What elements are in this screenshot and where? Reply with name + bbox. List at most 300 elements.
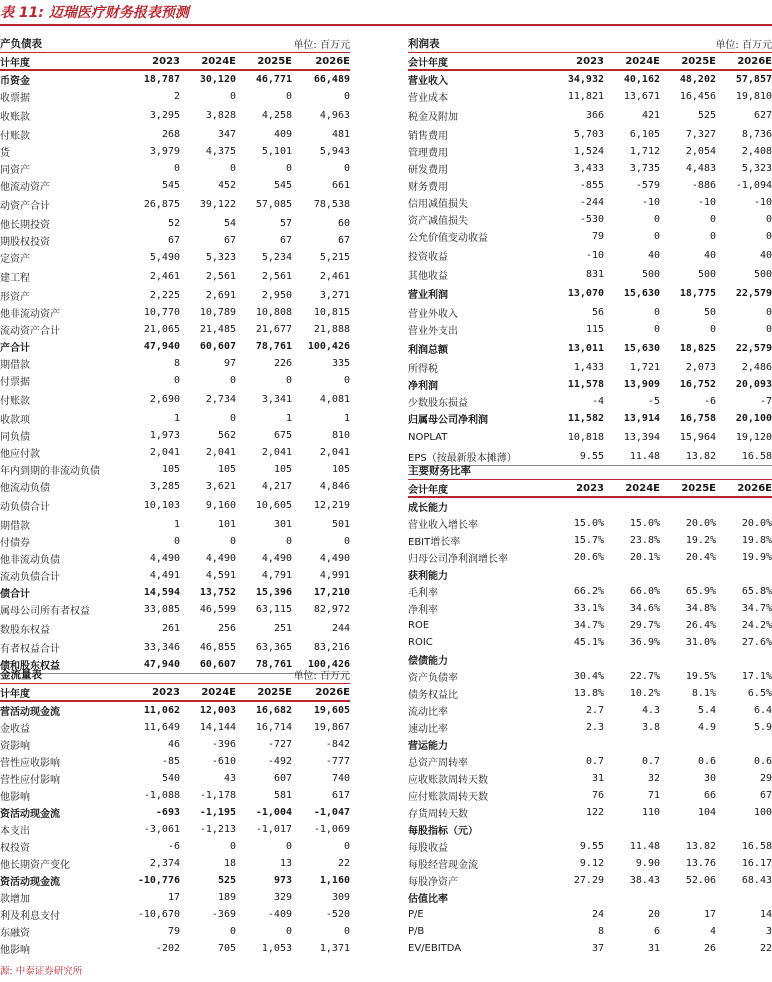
cell-value: 20.1% <box>629 552 660 563</box>
table-row <box>408 532 772 549</box>
cell-value: 18,775 <box>679 288 716 299</box>
cell-value: 0 <box>285 926 292 937</box>
cell-value: 0 <box>343 375 350 386</box>
cell-value: 20.6% <box>573 552 604 563</box>
table-row <box>408 245 772 266</box>
row-label: EBIT增长率 <box>408 537 461 548</box>
cell-value: 37 <box>591 943 604 954</box>
cell-value: 16,714 <box>255 722 292 733</box>
cell-value: 26,875 <box>143 199 180 210</box>
cell-value: 65.8% <box>741 586 772 597</box>
cell-value: -492 <box>267 756 292 767</box>
cell-value: 14 <box>759 909 772 920</box>
cell-value: 63,115 <box>255 604 292 615</box>
cell-value: 110 <box>641 807 660 818</box>
table-row <box>0 872 350 889</box>
cell-value: 52.06 <box>685 875 716 886</box>
cell-value: 18,825 <box>679 343 716 354</box>
cell-value: 43 <box>223 773 236 784</box>
row-label: 他流动负债 <box>0 483 50 494</box>
row-label: 定资产 <box>0 254 30 265</box>
row-label: 营业外收入 <box>408 309 458 320</box>
cell-value: 71 <box>647 790 660 801</box>
row-label: 应付账款周转天数 <box>408 792 488 803</box>
cell-value: 256 <box>217 623 236 634</box>
table-row <box>0 821 350 838</box>
cell-value: 0 <box>765 231 772 242</box>
cell-value: 97 <box>223 358 236 369</box>
cell-value: 13,671 <box>623 91 660 102</box>
cell-value: 13,909 <box>623 379 660 390</box>
cell-value: 100,426 <box>307 659 350 670</box>
row-label: 他流动资产 <box>0 182 50 193</box>
cell-value: 251 <box>273 623 292 634</box>
table-row <box>408 719 772 736</box>
cell-value: 16.17 <box>741 858 772 869</box>
cell-value: 56 <box>591 307 604 318</box>
header-year: 2023 <box>152 55 180 67</box>
cell-value: 0 <box>709 231 716 242</box>
cell-value: 105 <box>273 464 292 475</box>
table-row <box>0 889 350 906</box>
cell-value: 60 <box>337 218 350 229</box>
cell-value: 0 <box>285 375 292 386</box>
cell-value: 19.9% <box>741 552 772 563</box>
row-label: 属母公司所有者权益 <box>0 606 90 617</box>
cell-value: 6,105 <box>629 129 660 140</box>
cell-value: 5,490 <box>149 252 180 263</box>
cell-value: 46,855 <box>199 642 236 653</box>
cell-value: 16.58 <box>741 451 772 462</box>
row-label: 资活动现金流 <box>0 877 60 888</box>
row-label: 偿债能力 <box>408 656 448 667</box>
row-label: 公允价值变动收益 <box>408 233 488 244</box>
table-row <box>408 872 772 889</box>
cell-value: 2,486 <box>741 362 772 373</box>
cell-value: -10,776 <box>137 875 180 886</box>
table-row <box>408 105 772 126</box>
row-label: 流动比率 <box>408 707 448 718</box>
table-row <box>0 160 350 177</box>
header-year: 2026E <box>315 686 350 698</box>
cell-value: -1,088 <box>143 790 180 801</box>
row-label: 货 <box>0 148 10 159</box>
table-row <box>0 105 350 126</box>
cell-value: 9,160 <box>205 500 236 511</box>
cell-value: 15,964 <box>679 432 716 443</box>
row-label: 应收账款周转天数 <box>408 775 488 786</box>
cell-value: 500 <box>753 269 772 280</box>
cell-value: 5,703 <box>573 129 604 140</box>
cell-value: 7,327 <box>685 129 716 140</box>
row-label: 资影响 <box>0 741 30 752</box>
table-row <box>0 787 350 804</box>
cell-value: 8.1% <box>691 688 716 699</box>
cell-value: 0 <box>229 841 236 852</box>
table-row <box>408 515 772 532</box>
table-row <box>408 359 772 376</box>
cell-value: 4,490 <box>261 553 292 564</box>
cell-value: 24 <box>591 909 604 920</box>
cell-value: 16,456 <box>679 91 716 102</box>
table-row <box>408 821 772 838</box>
row-label: 建工程 <box>0 273 30 284</box>
cell-value: 40 <box>647 250 660 261</box>
header-year: 2025E <box>257 55 292 67</box>
row-label: 形资产 <box>0 292 30 303</box>
cell-value: 2,374 <box>149 858 180 869</box>
cell-value: -1,178 <box>199 790 236 801</box>
row-label: 数股东权益 <box>0 625 50 636</box>
cell-value: 2,041 <box>205 447 236 458</box>
cell-value: -693 <box>155 807 180 818</box>
cell-value: 33,346 <box>143 642 180 653</box>
cell-value: -244 <box>579 197 604 208</box>
header-year: 2026E <box>737 482 772 494</box>
source-note: 源: 中泰证券研究所 <box>0 966 83 977</box>
cell-value: 22,579 <box>735 288 772 299</box>
row-label: 流动资产合计 <box>0 326 60 337</box>
cell-value: 1 <box>173 413 180 424</box>
row-label: 归属母公司净利润 <box>408 415 488 426</box>
cell-value: -396 <box>211 739 236 750</box>
cell-value: 0 <box>285 163 292 174</box>
cell-value: 3,341 <box>261 394 292 405</box>
cell-value: 1,053 <box>261 943 292 954</box>
cell-value: 0 <box>285 536 292 547</box>
cell-value: -3,061 <box>143 824 180 835</box>
cell-value: 66,489 <box>313 74 350 85</box>
cell-value: 309 <box>331 892 350 903</box>
table-row <box>408 321 772 338</box>
cell-value: 57,085 <box>255 199 292 210</box>
cell-value: 100,426 <box>307 341 350 352</box>
cell-value: 2.3 <box>585 722 604 733</box>
table-row <box>0 736 350 753</box>
cell-value: 13,914 <box>623 413 660 424</box>
row-label: 成长能力 <box>408 503 448 514</box>
cell-value: 19,120 <box>735 432 772 443</box>
header-year: 2024E <box>201 55 236 67</box>
cell-value: 83,216 <box>313 642 350 653</box>
table-row <box>408 889 772 906</box>
cell-value: 0 <box>653 231 660 242</box>
table-row <box>408 88 772 105</box>
cell-value: 101 <box>217 519 236 530</box>
cell-value: 2,691 <box>205 290 236 301</box>
cell-value: 4,081 <box>319 394 350 405</box>
row-label: ROE <box>408 620 430 631</box>
cell-value: 13.82 <box>685 841 716 852</box>
header-label: 计年度 <box>0 688 30 700</box>
cell-value: 21,888 <box>313 324 350 335</box>
header-year: 2026E <box>315 55 350 67</box>
row-label: 他非流动资产 <box>0 309 60 320</box>
cell-value: 17.1% <box>741 671 772 682</box>
row-label: 营业成本 <box>408 93 448 104</box>
row-label: 款增加 <box>0 894 30 905</box>
cell-value: 100 <box>753 807 772 818</box>
cell-value: -1,017 <box>255 824 292 835</box>
cell-value: 3,735 <box>629 163 660 174</box>
ratios-section-header <box>408 462 772 480</box>
cell-value: 1,371 <box>319 943 350 954</box>
table-row <box>0 389 350 410</box>
column-header-row <box>408 480 772 498</box>
row-label: 债务权益比 <box>408 690 458 701</box>
table-row <box>0 838 350 855</box>
row-label: 每股指标（元） <box>408 826 478 837</box>
cell-value: 5,234 <box>261 252 292 263</box>
row-label: 他长期投资 <box>0 220 50 231</box>
table-row <box>0 126 350 143</box>
row-label: 少数股东损益 <box>408 398 468 409</box>
cell-value: 9.55 <box>579 841 604 852</box>
cell-value: 4,483 <box>685 163 716 174</box>
cell-value: 20.0% <box>741 518 772 529</box>
cell-value: 105 <box>161 464 180 475</box>
row-label: 利润总额 <box>408 345 448 356</box>
cell-value: 30,120 <box>199 74 236 85</box>
cell-value: 19.2% <box>685 535 716 546</box>
cell-value: 15,630 <box>623 288 660 299</box>
cell-value: 52 <box>167 218 180 229</box>
cell-value: 2,561 <box>205 271 236 282</box>
row-label: 付票据 <box>0 377 30 388</box>
cell-value: 0 <box>173 375 180 386</box>
cell-value: 16,752 <box>679 379 716 390</box>
cell-value: 0 <box>343 91 350 102</box>
cell-value: -10,670 <box>137 909 180 920</box>
row-label: 所得税 <box>408 364 438 375</box>
row-label: 资产负债率 <box>408 673 458 684</box>
table-row <box>0 194 350 215</box>
table-row <box>0 584 350 601</box>
cell-value: 421 <box>641 110 660 121</box>
row-label: 归母公司净利润增长率 <box>408 554 508 565</box>
cell-value: -6 <box>703 396 716 407</box>
row-label: ROIC <box>408 637 433 648</box>
cell-value: 66.2% <box>573 586 604 597</box>
balance-sheet-section-header <box>0 35 350 53</box>
cell-value: 831 <box>585 269 604 280</box>
row-label: 税金及附加 <box>408 112 458 123</box>
cell-value: 5,101 <box>261 146 292 157</box>
cell-value: 705 <box>217 943 236 954</box>
row-label: 营活动现金流 <box>0 707 60 718</box>
table-row <box>408 838 772 855</box>
row-label: 信用减值损失 <box>408 199 468 210</box>
cell-value: 10,605 <box>255 500 292 511</box>
cell-value: 29 <box>759 773 772 784</box>
table-row <box>0 940 350 957</box>
cash-flow-section-header <box>0 666 350 684</box>
table-row <box>0 355 350 372</box>
cell-value: 78,538 <box>313 199 350 210</box>
header-year: 2025E <box>681 55 716 67</box>
table-row <box>408 634 772 651</box>
table-row <box>0 533 350 550</box>
cell-value: 740 <box>331 773 350 784</box>
cell-value: 1 <box>285 413 292 424</box>
cell-value: 12,003 <box>199 705 236 716</box>
cell-value: 78,761 <box>255 659 292 670</box>
ratios-table <box>408 462 772 957</box>
table-row <box>0 321 350 338</box>
cell-value: -1,213 <box>199 824 236 835</box>
cell-value: 11.48 <box>629 841 660 852</box>
cell-value: 1,973 <box>149 430 180 441</box>
cell-value: 4 <box>709 926 716 937</box>
row-label: 付账款 <box>0 396 30 407</box>
cell-value: 34.8% <box>685 603 716 614</box>
cell-value: 4,791 <box>261 570 292 581</box>
table-row <box>0 266 350 287</box>
cell-value: 545 <box>273 180 292 191</box>
row-label: 币资金 <box>0 76 30 87</box>
cell-value: 1,712 <box>629 146 660 157</box>
cell-value: 226 <box>273 358 292 369</box>
cell-value: 22.7% <box>629 671 660 682</box>
cell-value: 329 <box>273 892 292 903</box>
cell-value: 0 <box>229 536 236 547</box>
unit-label: 单位: 百万元 <box>293 671 350 682</box>
header-year: 2024E <box>625 55 660 67</box>
table-row <box>0 249 350 266</box>
row-label: 销售费用 <box>408 131 448 142</box>
cell-value: 0 <box>709 214 716 225</box>
cell-value: 0 <box>173 163 180 174</box>
cell-value: 3,621 <box>205 481 236 492</box>
row-label: 他应付款 <box>0 449 40 460</box>
row-label: 债合计 <box>0 589 30 600</box>
row-label: 他长期资产变化 <box>0 860 70 871</box>
row-label: 净利率 <box>408 605 438 616</box>
table-row <box>408 211 772 228</box>
table-row <box>0 215 350 232</box>
cell-value: 5,215 <box>319 252 350 263</box>
cell-value: 409 <box>273 129 292 140</box>
row-label: 收票据 <box>0 93 30 104</box>
table-row <box>0 304 350 321</box>
header-label: 会计年度 <box>408 57 448 69</box>
cell-value: 3,433 <box>573 163 604 174</box>
cell-value: 4.9 <box>697 722 716 733</box>
row-label: 利及利息支付 <box>0 911 60 922</box>
cell-value: 13.82 <box>685 451 716 462</box>
cell-value: -777 <box>325 756 350 767</box>
cell-value: 2,225 <box>149 290 180 301</box>
row-label: 收款项 <box>0 415 30 426</box>
cell-value: 2,690 <box>149 394 180 405</box>
cell-value: 32 <box>647 773 660 784</box>
cell-value: -855 <box>579 180 604 191</box>
cell-value: 21,065 <box>143 324 180 335</box>
cell-value: 0 <box>229 163 236 174</box>
table-row <box>0 567 350 584</box>
table-row <box>408 923 772 940</box>
cell-value: 4,375 <box>205 146 236 157</box>
cell-value: 38.43 <box>629 875 660 886</box>
cell-value: 40,162 <box>623 74 660 85</box>
table-row <box>0 338 350 355</box>
cell-value: 21,677 <box>255 324 292 335</box>
row-label: 每股净资产 <box>408 877 458 888</box>
header-year: 2024E <box>625 482 660 494</box>
cell-value: 78,761 <box>255 341 292 352</box>
row-label: 他影响 <box>0 792 30 803</box>
cell-value: 66.0% <box>629 586 660 597</box>
cell-value: 36.9% <box>629 637 660 648</box>
cell-value: 500 <box>697 269 716 280</box>
row-label: 研发费用 <box>408 165 448 176</box>
section-title: 主要财务比率 <box>408 465 471 477</box>
row-label: 资活动现金流 <box>0 809 60 820</box>
cell-value: 0 <box>229 413 236 424</box>
cell-value: 2,041 <box>319 447 350 458</box>
header-year: 2025E <box>257 686 292 698</box>
cell-value: 19,810 <box>735 91 772 102</box>
cell-value: 63,365 <box>255 642 292 653</box>
cell-value: 5,323 <box>741 163 772 174</box>
cell-value: 19,605 <box>313 705 350 716</box>
cell-value: 57,857 <box>735 74 772 85</box>
table-row <box>0 478 350 495</box>
row-label: 产合计 <box>0 343 30 354</box>
table-row <box>408 338 772 359</box>
table-row <box>0 461 350 478</box>
row-label: 付债券 <box>0 538 30 549</box>
row-label: 权投资 <box>0 843 30 854</box>
cell-value: -530 <box>579 214 604 225</box>
cell-value: 31.0% <box>685 637 716 648</box>
cell-value: 627 <box>753 110 772 121</box>
cell-value: 0 <box>285 91 292 102</box>
row-label: 金收益 <box>0 724 30 735</box>
cell-value: 10,808 <box>255 307 292 318</box>
row-label: 管理费用 <box>408 148 448 159</box>
cell-value: 23.8% <box>629 535 660 546</box>
cell-value: 1,524 <box>573 146 604 157</box>
cell-value: 661 <box>331 180 350 191</box>
income-statement-table <box>408 35 772 466</box>
cell-value: -520 <box>325 909 350 920</box>
row-label: 同资产 <box>0 165 30 176</box>
cell-value: 2,054 <box>685 146 716 157</box>
header-label: 计年度 <box>0 57 30 69</box>
cell-value: -10 <box>697 197 716 208</box>
table-row <box>408 685 772 702</box>
column-header-row <box>408 53 772 71</box>
cell-value: 104 <box>697 807 716 818</box>
cell-value: 581 <box>273 790 292 801</box>
table-row <box>0 177 350 194</box>
cell-value: 0 <box>765 307 772 318</box>
row-label: 本支出 <box>0 826 30 837</box>
row-label: EPS（按最新股本摊薄） <box>408 453 517 464</box>
cell-value: 11,649 <box>143 722 180 733</box>
table-row <box>408 177 772 194</box>
cell-value: 5.4 <box>697 705 716 716</box>
cell-value: 4,490 <box>319 553 350 564</box>
row-label: 财务费用 <box>408 182 448 193</box>
header-label: 会计年度 <box>408 484 448 496</box>
cell-value: 30.4% <box>573 671 604 682</box>
cell-value: 17,210 <box>313 587 350 598</box>
cell-value: 4,217 <box>261 481 292 492</box>
table-row <box>0 753 350 770</box>
cell-value: 67 <box>279 235 292 246</box>
